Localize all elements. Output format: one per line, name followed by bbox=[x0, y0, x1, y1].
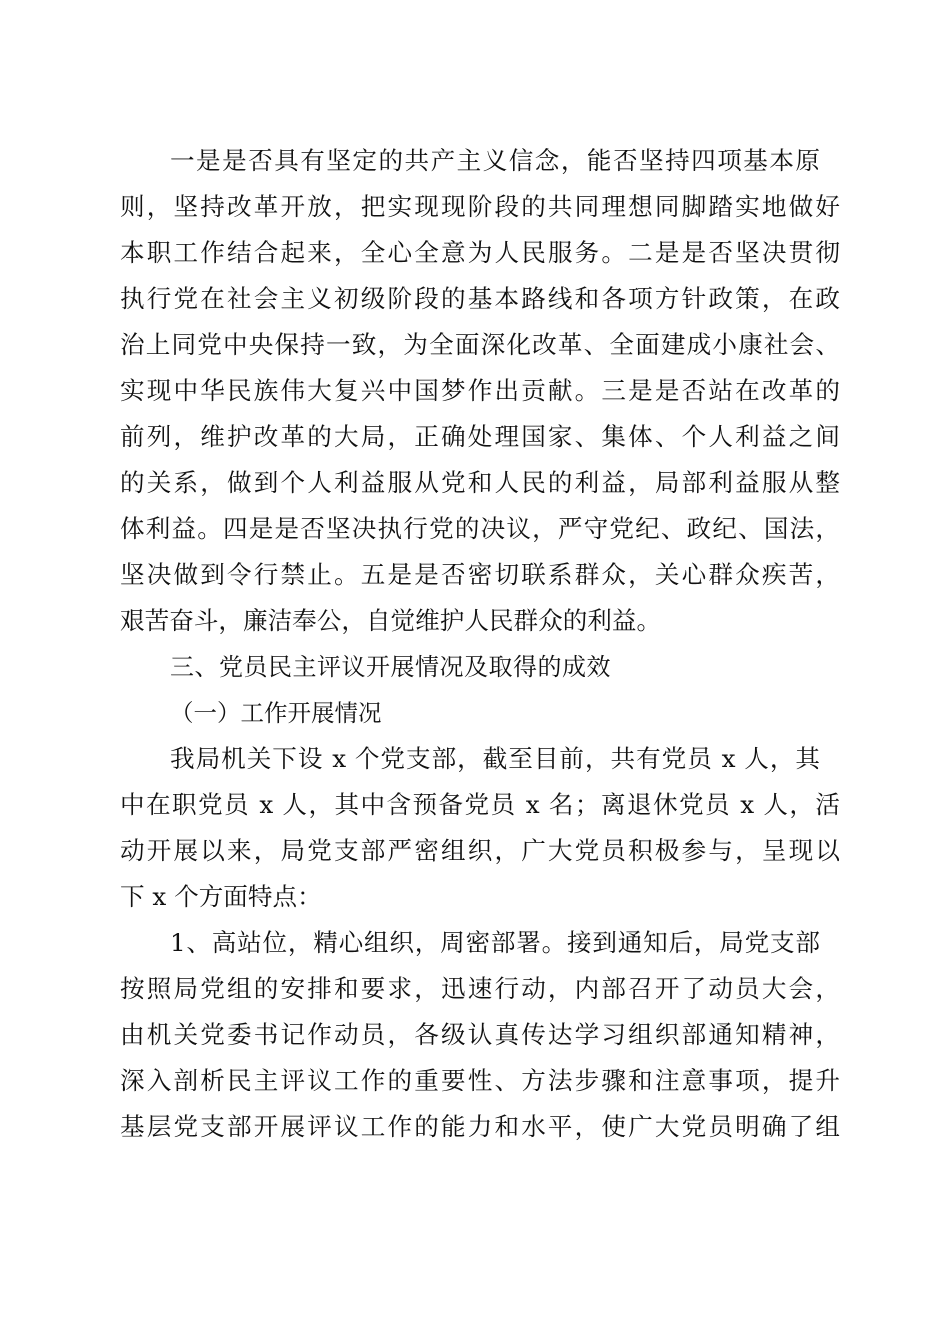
subsection-heading: （一）工作开展情况 bbox=[170, 699, 382, 727]
paragraph-line: 一是是否具有坚定的共产主义信念，能否坚持四项基本原 bbox=[170, 146, 820, 175]
paragraph-line: 的关系，做到个人利益服从党和人民的利益，局部利益服从整 bbox=[120, 468, 840, 497]
paragraph-line: 本职工作结合起来，全心全意为人民服务。二是是否坚决贯彻 bbox=[120, 238, 840, 267]
paragraph-line: 基层党支部开展评议工作的能力和水平，使广大党员明确了组 bbox=[120, 1112, 840, 1141]
paragraph-line: 实现中华民族伟大复兴中国梦作出贡献。三是是否站在改革的 bbox=[120, 376, 840, 405]
paragraph-line: 深入剖析民主评议工作的重要性、方法步骤和注意事项，提升 bbox=[120, 1066, 840, 1095]
paragraph-line: 1、高站位，精心组织，周密部署。接到通知后，局党支部 bbox=[170, 928, 820, 957]
paragraph-line: 坚决做到令行禁止。五是是否密切联系群众，关心群众疾苦， bbox=[120, 560, 840, 589]
paragraph-line: 中在职党员 x 人，其中含预备党员 x 名；离退休党员 x 人，活 bbox=[120, 790, 840, 819]
paragraph-line: 按照局党组的安排和要求，迅速行动，内部召开了动员大会， bbox=[120, 974, 840, 1003]
paragraph-line: 艰苦奋斗，廉洁奉公，自觉维护人民群众的利益。 bbox=[120, 606, 662, 635]
paragraph-line: 体利益。四是是否坚决执行党的决议，严守党纪、政纪、国法， bbox=[120, 514, 840, 543]
paragraph-line: 治上同党中央保持一致，为全面深化改革、全面建成小康社会、 bbox=[120, 330, 840, 359]
paragraph-line: 动开展以来，局党支部严密组织，广大党员积极参与，呈现以 bbox=[120, 836, 840, 865]
paragraph-line: 则，坚持改革开放，把实现现阶段的共同理想同脚踏实地做好 bbox=[120, 192, 840, 221]
paragraph-line: 前列，维护改革的大局，正确处理国家、集体、个人利益之间 bbox=[120, 422, 840, 451]
paragraph-line: 我局机关下设 x 个党支部，截至目前，共有党员 x 人，其 bbox=[170, 744, 820, 773]
paragraph-line: 由机关党委书记作动员，各级认真传达学习组织部通知精神， bbox=[120, 1020, 840, 1049]
section-heading: 三、党员民主评议开展情况及取得的成效 bbox=[170, 653, 611, 681]
paragraph-line: 执行党在社会主义初级阶段的基本路线和各项方针政策，在政 bbox=[120, 284, 840, 313]
paragraph-line: 下 x 个方面特点： bbox=[120, 882, 322, 911]
